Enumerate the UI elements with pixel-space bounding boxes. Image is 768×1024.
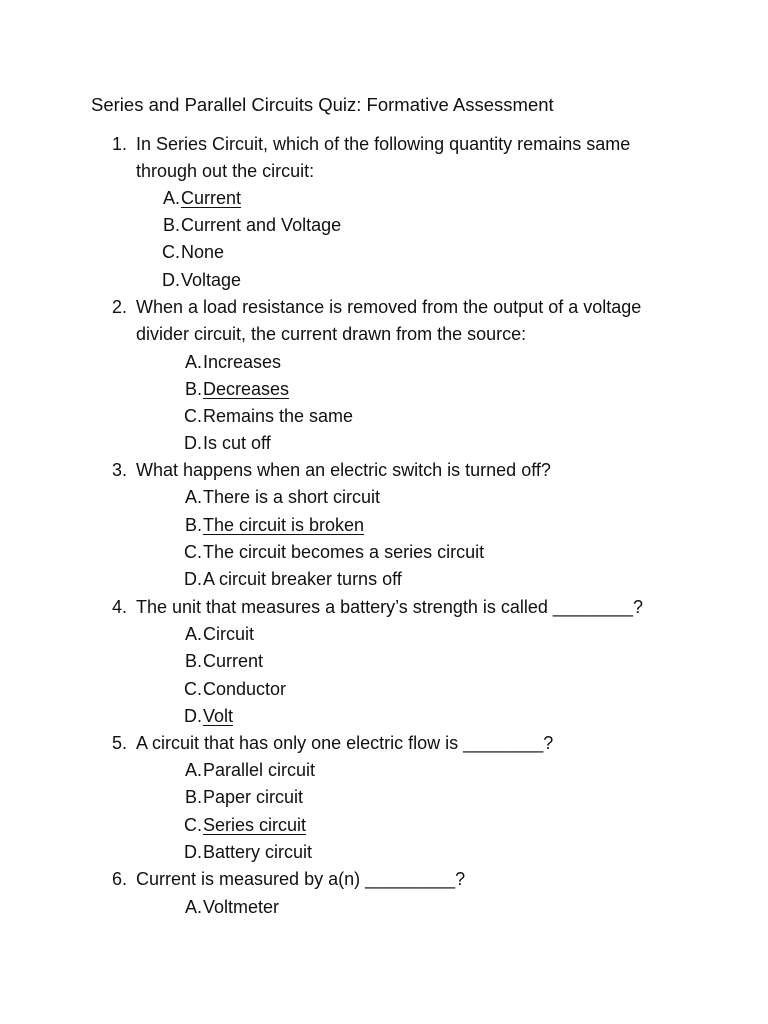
- question-text: through out the circuit:: [136, 161, 315, 181]
- option-letter: D.: [184, 569, 202, 589]
- option-letter: C.: [184, 679, 202, 699]
- question-text: What happens when an electric switch is turned off?: [136, 460, 551, 480]
- option-text: None: [181, 242, 225, 262]
- option-text-answer: Current: [181, 188, 242, 208]
- option-letter: B.: [184, 651, 202, 671]
- option-letter: C.: [184, 815, 202, 835]
- question-text: In Series Circuit, which of the following quantity remains same: [136, 134, 631, 154]
- option-letter: B.: [184, 787, 202, 807]
- question-number: 3.: [112, 460, 128, 480]
- option-letter: A.: [184, 760, 202, 780]
- option-text: Current: [203, 651, 264, 671]
- question-text: A circuit that has only one electric flow is ________?: [136, 733, 554, 753]
- option-text-answer: The circuit is broken: [203, 515, 365, 535]
- option-text: Increases: [203, 352, 282, 372]
- option-text: Parallel circuit: [203, 760, 316, 780]
- option-text: Circuit: [203, 624, 255, 644]
- option-text-answer: Decreases: [203, 379, 290, 399]
- option-letter: A.: [184, 487, 202, 507]
- option-letter: C.: [184, 406, 202, 426]
- option-text: Voltmeter: [203, 897, 280, 917]
- option-letter: B.: [184, 515, 202, 535]
- option-letter: C.: [184, 542, 202, 562]
- option-letter: D.: [184, 842, 202, 862]
- question-text: When a load resistance is removed from the output of a voltage: [136, 297, 642, 317]
- option-letter: B.: [162, 215, 180, 235]
- option-text: Voltage: [181, 270, 242, 290]
- option-text: There is a short circuit: [203, 487, 381, 507]
- option-text: Conductor: [203, 679, 287, 699]
- question-text: The unit that measures a battery’s strength is called ________?: [136, 597, 643, 617]
- question-text: Current is measured by a(n) _________?: [136, 869, 466, 889]
- question-number: 5.: [112, 733, 128, 753]
- option-letter: C.: [162, 242, 180, 262]
- option-letter: D.: [184, 706, 202, 726]
- option-text: Battery circuit: [203, 842, 313, 862]
- document-title: Series and Parallel Circuits Quiz: Formative Assessment: [91, 94, 554, 115]
- question-text: divider circuit, the current drawn from the source:: [136, 324, 527, 344]
- option-text-answer: Volt: [203, 706, 234, 726]
- option-letter: A.: [184, 897, 202, 917]
- option-letter: A.: [184, 624, 202, 644]
- option-text-answer: Series circuit: [203, 815, 307, 835]
- question-number: 2.: [112, 297, 128, 317]
- question-number: 6.: [112, 869, 128, 889]
- option-text: Current and Voltage: [181, 215, 342, 235]
- option-letter: D.: [162, 270, 180, 290]
- option-text: Remains the same: [203, 406, 354, 426]
- question-number: 4.: [112, 597, 128, 617]
- option-text: A circuit breaker turns off: [203, 569, 402, 589]
- option-text: Is cut off: [203, 433, 271, 453]
- option-letter: A.: [162, 188, 180, 208]
- option-text: Paper circuit: [203, 787, 304, 807]
- question-number: 1.: [112, 134, 128, 154]
- option-letter: B.: [184, 379, 202, 399]
- option-text: The circuit becomes a series circuit: [203, 542, 485, 562]
- option-letter: A.: [184, 352, 202, 372]
- option-letter: D.: [184, 433, 202, 453]
